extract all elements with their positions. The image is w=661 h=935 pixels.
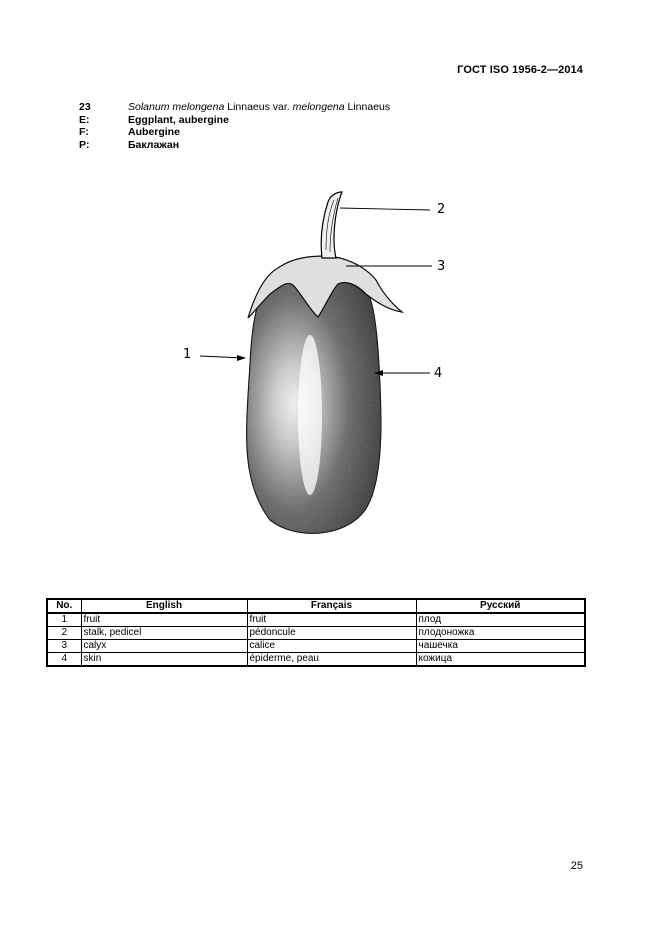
cell-russian: плодоножка <box>416 627 585 640</box>
entry-lang-row-fr <box>79 126 390 139</box>
entry-number: 23 <box>79 101 91 113</box>
lang-code: P: <box>79 138 90 151</box>
header-no: No. <box>47 599 81 613</box>
cell-english: stalk, pedicel <box>81 627 247 640</box>
cell-russian: кожица <box>416 653 585 667</box>
table-row <box>47 627 585 640</box>
cell-english: fruit <box>81 613 247 627</box>
cell-no: 2 <box>47 627 81 640</box>
page-number: 25 <box>570 860 583 872</box>
lang-name: Баклажан <box>128 138 180 151</box>
cell-english: calyx <box>81 640 247 653</box>
table-row <box>47 653 585 667</box>
cell-no: 4 <box>47 653 81 667</box>
species-entry <box>79 101 390 151</box>
figure-label-2: 2 <box>437 202 446 217</box>
cell-english: skin <box>81 653 247 667</box>
cell-no: 3 <box>47 640 81 653</box>
stalk <box>321 192 342 258</box>
lang-name: Aubergine <box>128 126 180 138</box>
latin-species: Solanum melongena <box>128 101 225 113</box>
table-row <box>47 613 585 627</box>
latin-author-2: Linnaeus <box>344 101 391 113</box>
lang-name: Eggplant, aubergine <box>128 113 229 126</box>
header-russian: Русский <box>416 599 585 613</box>
latin-variety: melongena <box>292 101 345 113</box>
cell-french: épiderme, peau <box>247 653 416 667</box>
cell-french: pédoncule <box>247 627 416 640</box>
cell-french: calice <box>247 640 416 653</box>
table-row <box>47 640 585 653</box>
lang-code: E: <box>79 113 90 126</box>
cell-french: fruit <box>247 613 416 627</box>
header-english: English <box>81 599 247 613</box>
table-header-row <box>47 599 585 613</box>
figure-label-4: 4 <box>434 366 443 381</box>
cell-russian: плод <box>416 613 585 627</box>
entry-lang-row-ru <box>79 139 390 152</box>
eggplant-figure <box>170 180 460 550</box>
header-french: Français <box>247 599 416 613</box>
latin-author-1: Linnaeus var. <box>224 101 293 113</box>
figure-label-1: 1 <box>183 347 192 362</box>
cell-russian: чашечка <box>416 640 585 653</box>
eggplant-illustration-icon <box>170 180 460 550</box>
figure-label-3: 3 <box>437 259 446 274</box>
latin-name <box>128 101 390 114</box>
cell-no: 1 <box>47 613 81 627</box>
terms-table <box>46 598 586 667</box>
lang-code: F: <box>79 126 89 138</box>
entry-latin-row <box>79 101 390 114</box>
entry-lang-row-en <box>79 114 390 127</box>
document-code: ГОСТ ISO 1956-2—2014 <box>457 64 583 76</box>
